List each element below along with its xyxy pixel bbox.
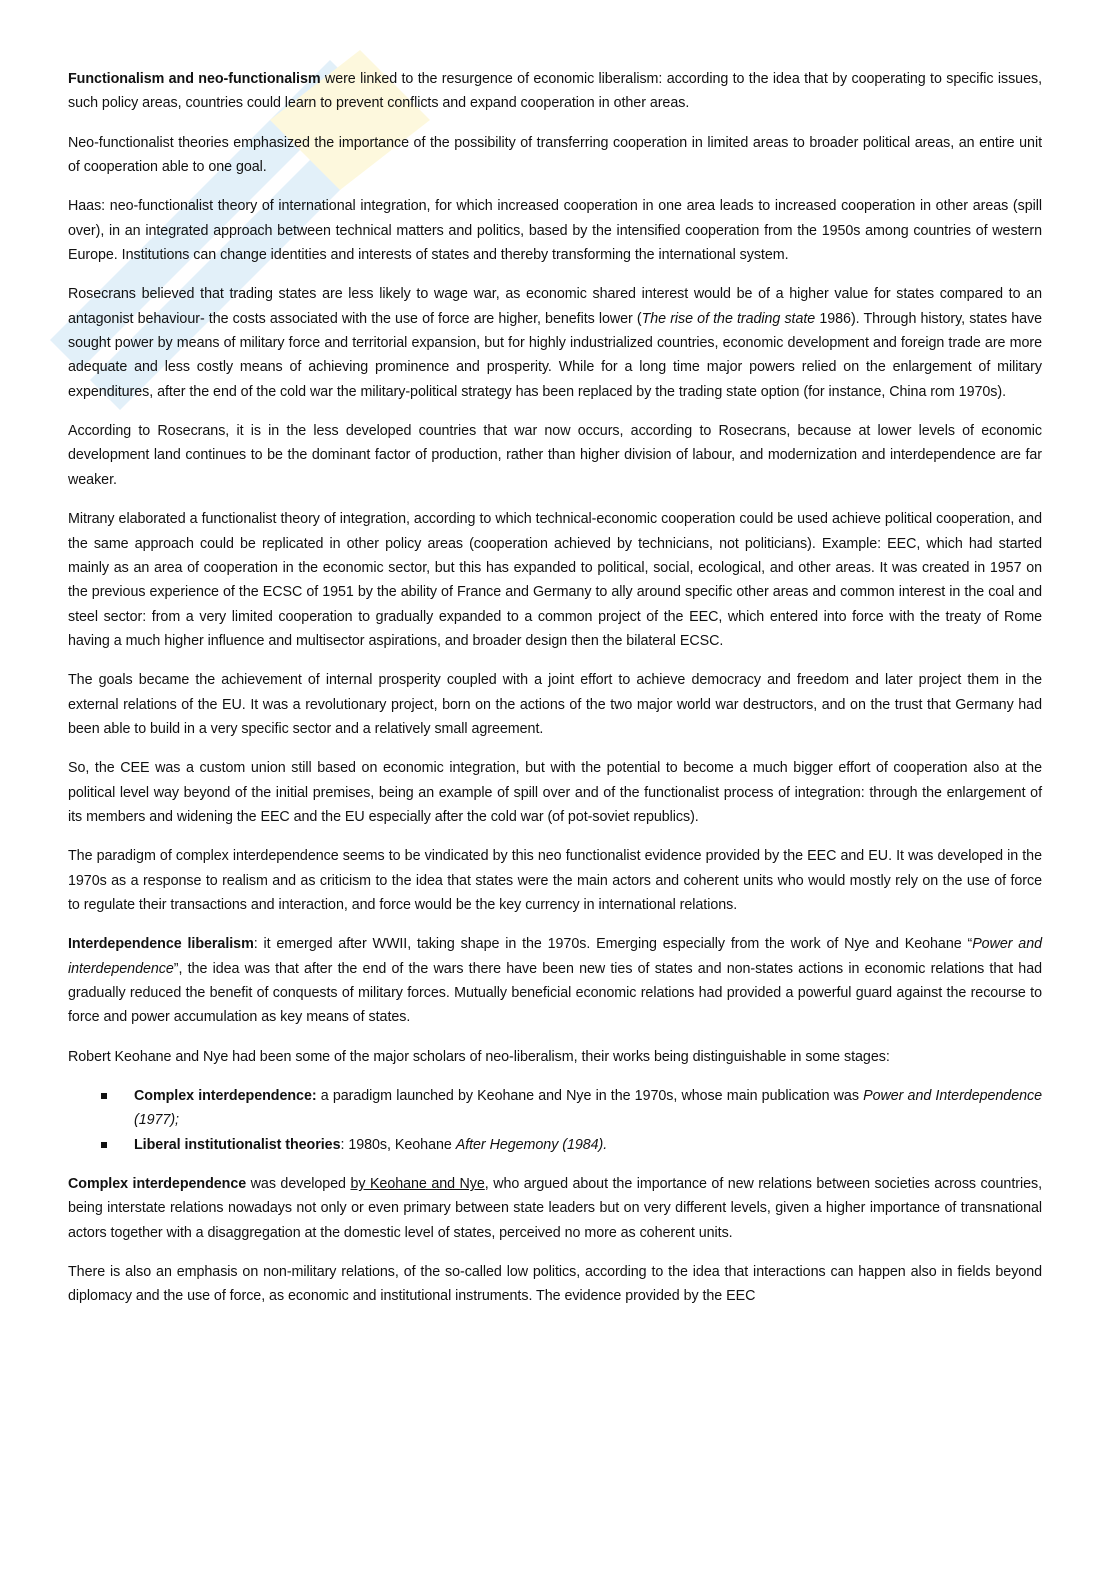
paragraph <box>68 67 1042 116</box>
text-run: There is also an emphasis on non-military relations, of the so-called low politics, according to the idea that interactions can happen also in fields beyond diplomacy and the use of force, as economic and institutional instruments. The evidence provided by the EEC <box>68 1264 1042 1305</box>
document-page <box>68 67 1042 1324</box>
bold-term: Complex interdependence <box>68 1176 247 1193</box>
text-run: The paradigm of complex interdependence seems to be vindicated by this neo functionalist evidence provided by the EEC and EU. It was developed in the 1970s as a response to realism and as criticism to the idea that states were the main actors and coherent units who would mostly rely on the use of force to regulate their transactions and interaction, and force would be the key currency in international relations. <box>68 848 1042 913</box>
list-item <box>134 1133 1042 1157</box>
text-run: Rosecrans believed that trading states are less likely to wage war, as economic shared interest would be of a higher value for states compared to an antagonist behaviour- the costs associated with the use of force are higher, benefits lower ( <box>68 286 1042 327</box>
paragraph <box>68 668 1042 741</box>
text-run: Mitrany elaborated a functionalist theory of integration, according to which technical-economic cooperation could be used achieve political cooperation, and the same approach could be replicated in other policy areas (cooperation achieved by technicians, not politicians). Example: EEC, which had started mainly as an area of cooperation in the economic sector, but this has expanded to political, social, ecological, and other areas. It was created in 1957 on the previous experience of the ECSC of 1951 by the ability of France and Germany to ally around specific other areas and common interest in the coal and steel sector: from a very limited cooperation to gradually expanded to a common project of the EEC, which entered into force with the treaty of Rome having a much higher influence and multisector aspirations, and broader design then the bilateral ECSC. <box>68 511 1042 649</box>
text-run: The goals became the achievement of internal prosperity coupled with a joint effort to achieve democracy and freedom and later project them in the external relations of the EU. It was a revolutionary project, born on the actions of the two major world war destructors, and on the trust that Germany had been able to build in a very specific sector and a relatively small agreement. <box>68 672 1042 737</box>
text-run: So, the CEE was a custom union still based on economic integration, but with the potential to become a much bigger effort of cooperation also at the political level way beyond of the initial premises, being an example of spill over and of the functionalist process of integration: through the enlargement of its members and widening the EEC and the EU especially after the cold war (of pot-soviet republics). <box>68 760 1042 825</box>
paragraph <box>68 756 1042 829</box>
text-run: was developed <box>246 1176 351 1193</box>
italic-title: After Hegemony (1984). <box>455 1136 608 1153</box>
paragraph <box>68 194 1042 267</box>
text-run: ”, the idea was that after the end of the wars there have been new ties of states and non-states actions in economic relations that had gradually reduced the benefit of conquests of military forces. Mutually beneficial economic relations had provided a powerful guard against the recourse to force and power accumulation as key means of states. <box>68 960 1042 1026</box>
text-run: 1986). Through history, states have sought power by means of military force and territorial expansion, but for highly industrialized countries, economic development and foreign trade are more adequate and less costly means of achieving prominence and prosperity. While for a long time major powers relied on the enlargement of military expenditures, after the end of the cold war the military-political strategy has been replaced by the trading state option (for instance, China rom 1970s). <box>68 310 1042 400</box>
text-run: were linked to the resurgence of economic liberalism: according to the idea that by cooperating to specific issues, such policy areas, countries could learn to prevent conflicts and expand cooperation in other areas. <box>68 71 1043 112</box>
list-item <box>134 1084 1042 1133</box>
italic-title: The rise of the trading state <box>641 310 816 327</box>
bold-term: Interdependence liberalism <box>68 936 254 953</box>
text-run: Robert Keohane and Nye had been some of the major scholars of neo-liberalism, their works being distinguishable in some stages: <box>68 1048 890 1065</box>
paragraph <box>68 932 1042 1029</box>
bold-term: Complex interdependence: <box>134 1088 317 1105</box>
paragraph <box>68 282 1042 404</box>
text-run: , who argued about the importance of new relations between societies across countries, being interstate relations nowadays not only or even primary between state leaders but on very different levels, given a higher importance of transnational actors together with a disaggregation at the domestic level of states, perceived no more as coherent units. <box>68 1176 1043 1241</box>
bold-term: Liberal institutionalist theories <box>134 1136 341 1153</box>
text-run: Neo-functionalist theories emphasized the importance of the possibility of transferring cooperation in limited areas to broader political areas, an entire unit of cooperation able to one goal. <box>68 134 1042 176</box>
italic-title: Power and interdependence <box>68 936 1043 977</box>
text-run: : 1980s, Keohane <box>340 1136 456 1153</box>
text-run: : it emerged after WWII, taking shape in the 1970s. Emerging especially from the work of Nye and Keohane “ <box>253 936 973 953</box>
paragraph <box>68 844 1042 917</box>
italic-title: Power and Interdependence (1977); <box>134 1088 1043 1129</box>
bullet-list <box>68 1084 1042 1157</box>
paragraph <box>68 419 1042 492</box>
text-run: Haas: neo-functionalist theory of international integration, for which increased cooperation in one area leads to increased cooperation in other areas (spill over), in an integrated approach between technical matters and politics, based by the intensified cooperation from the 1950s among countries of western Europe. Institutions can change identities and interests of states and thereby transforming the international system. <box>68 198 1042 264</box>
bold-term: Functionalism and neo-functionalism <box>68 71 321 87</box>
paragraph <box>68 1260 1042 1309</box>
paragraph <box>68 507 1042 653</box>
paragraph <box>68 1045 1042 1069</box>
text-run: a paradigm launched by Keohane and Nye in the 1970s, whose main publication was <box>316 1088 864 1105</box>
paragraph <box>68 1172 1042 1245</box>
text-run: According to Rosecrans, it is in the less developed countries that war now occurs, according to Rosecrans, because at lower levels of economic development land continues to be the dominant factor of production, rather than higher division of labour, and modernization and interdependence are far weaker. <box>68 423 1042 488</box>
underlined-text: by Keohane and Nye <box>350 1176 485 1193</box>
paragraph <box>68 131 1042 180</box>
